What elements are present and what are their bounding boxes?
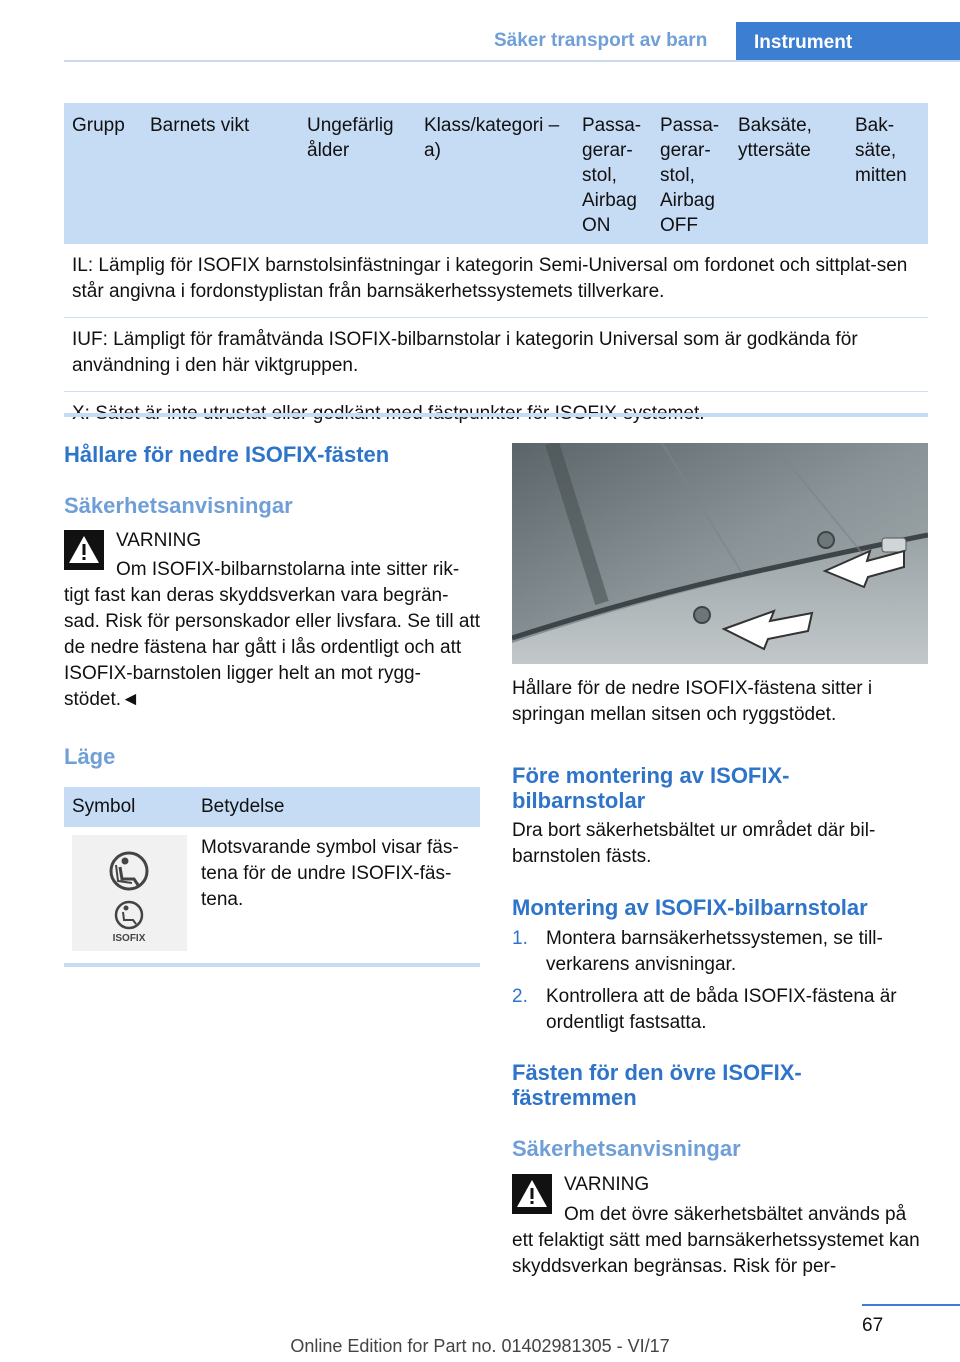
step-item xyxy=(512,926,928,978)
symbol-table-bottom-rule xyxy=(64,963,480,967)
heading-upper-tether: Fästen för den övre ISOFIX-fästremmen xyxy=(512,1060,802,1110)
symbol-table-header xyxy=(64,787,480,827)
isofix-anchor-photo xyxy=(512,443,928,664)
heading-position: Läge xyxy=(64,744,116,769)
isofix-table-header xyxy=(64,103,928,244)
table-note-il: IL: Lämplig för ISOFIX barnstolsinfästningar i kategorin Semi-Universal om fordonet och sittplat-sen står angivna i fordonstyplistan från barnsäkerhetssystemets tillverkare. xyxy=(64,244,928,318)
symbol-table-row xyxy=(64,827,480,951)
edition-footer: Online Edition for Part no. 01402981305 - VI/17 xyxy=(290,1336,670,1356)
heading-mounting: Montering av ISOFIX-bilbarnstolar xyxy=(512,895,868,920)
page-number: 67 xyxy=(862,1315,884,1336)
col-header-symbol: Symbol xyxy=(72,796,136,817)
heading-safety-right: Säkerhetsanvisningar xyxy=(512,1136,741,1161)
col-header-rear-outer: Baksäte, yttersäte xyxy=(738,115,812,161)
step-number: 1. xyxy=(512,928,528,949)
running-header-chapter-tab: Instrument xyxy=(736,22,960,62)
col-header-passenger-airbag-on: Passa-gerar-stol, Airbag ON xyxy=(582,115,642,236)
heading-safety-left: Säkerhetsanvisningar xyxy=(64,493,293,518)
heading-before-mounting: Före montering av ISOFIX-bilbarnstolar xyxy=(512,763,790,813)
step-number: 2. xyxy=(512,986,528,1007)
isofix-symbol-image xyxy=(72,835,187,951)
step-item xyxy=(512,984,928,1036)
col-header-rear-middle: Bak-säte, mitten xyxy=(855,115,907,186)
header-rule xyxy=(64,60,960,62)
symbol-table xyxy=(64,787,480,951)
running-header-section: Säker transport av barn xyxy=(494,30,708,51)
col-header-meaning: Betydelse xyxy=(201,796,285,817)
warning-label-right: VARNING xyxy=(564,1174,650,1195)
before-mounting-text: Dra bort säkerhetsbältet ur området där bil-barnstolen fästs. xyxy=(512,820,876,867)
col-header-weight: Barnets vikt xyxy=(150,115,250,136)
isofix-symbol-caption: ISOFIX xyxy=(112,933,146,944)
heading-lower-isofix: Hållare för nedre ISOFIX-fästen xyxy=(64,442,390,467)
step-text: Kontrollera att de båda ISOFIX-fästena är ordentligt fastsatta. xyxy=(546,986,897,1033)
col-header-passenger-airbag-off: Passa-gerar-stol, Airbag OFF xyxy=(660,115,720,236)
warning-label-left: VARNING xyxy=(116,530,202,551)
isofix-table xyxy=(64,103,928,439)
step-text: Montera barnsäkerhetssystemen, se till-verkarens anvisningar. xyxy=(546,928,883,975)
table-note-iuf: IUF: Lämpligt för framåtvända ISOFIX-bilbarnstolar i kategorin Universal som är godkända för användning i den här viktgruppen. xyxy=(64,318,928,392)
col-header-class: Klass/kategori – a) xyxy=(424,115,560,161)
photo-caption: Hållare för de nedre ISOFIX-fästena sitter i springan mellan sitsen och ryggstödet. xyxy=(512,678,873,725)
warning-text-left: Om ISOFIX-bilbarnstolarna inte sitter rik-tigt fast kan deras skyddsverkan vara begrän-sad. Risk för personskador eller livsfara. Se till att de nedre fästena har gått i lås ordentligt och att ISOFIX-barnstolen ligger helt an mot rygg-stödet.◄ xyxy=(64,559,481,710)
col-header-age: Ungefärlig ålder xyxy=(307,115,394,161)
isofix-child-seat-icon xyxy=(72,835,187,951)
table-bottom-rule xyxy=(64,413,928,417)
symbol-meaning: Motsvarande symbol visar fäs-tena för de undre ISOFIX-fäs-tena. xyxy=(201,837,459,910)
col-header-group: Grupp xyxy=(72,115,125,136)
footer-rule xyxy=(862,1304,960,1306)
warning-text-right: Om det övre säkerhetsbältet används på ett felaktigt sätt med barnsäkerhetssystemet kan skyddsverkan begränsas. Risk för per- xyxy=(512,1204,920,1277)
mounting-steps xyxy=(512,926,928,1042)
